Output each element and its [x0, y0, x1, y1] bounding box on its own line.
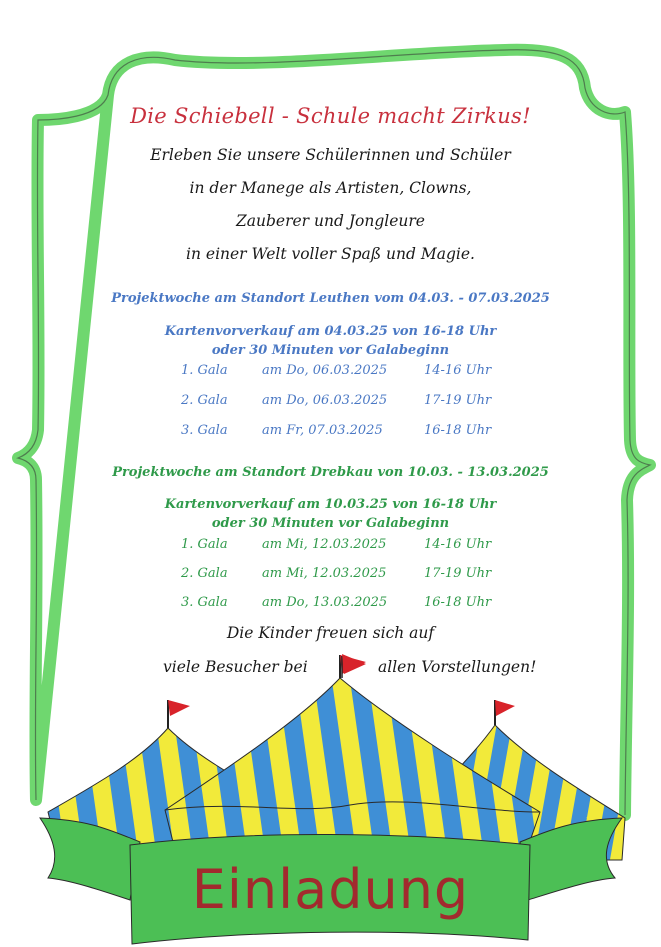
drebkau-gala-row [0, 537, 661, 557]
gala-time: 16-18 Uhr [424, 423, 492, 438]
page-title: Die Schiebell - Schule macht Zirkus! [130, 104, 531, 128]
gala-date: am Mi, 12.03.2025 [262, 537, 387, 552]
gala-date: am Do, 06.03.2025 [262, 393, 388, 408]
gala-name: 1. Gala [181, 537, 228, 552]
closing-line-1: Die Kinder freuen sich auf [226, 624, 435, 642]
leuthen-gala-row [0, 393, 661, 413]
leuthen-sale-line-2: oder 30 Minuten vor Galabeginn [211, 343, 450, 358]
intro-line-1: Erleben Sie unsere Schülerinnen und Schüler [150, 146, 511, 164]
drebkau-heading: Projektwoche am Standort Drebkau von 10.03. - 13.03.2025 [112, 465, 549, 480]
gala-name: 3. Gala [181, 423, 228, 438]
closing-line-2-end: allen Vorstellungen! [378, 658, 537, 676]
leuthen-sale-line-1: Kartenvorverkauf am 04.03.25 von 16-18 Uhr [164, 324, 497, 339]
drebkau-sale-line-2: oder 30 Minuten vor Galabeginn [211, 516, 450, 531]
banner-text: Einladung [191, 858, 470, 921]
leuthen-gala-row [0, 363, 661, 383]
intro-line-3: Zauberer und Jongleure [236, 212, 425, 230]
gala-date: am Do, 06.03.2025 [262, 363, 388, 378]
gala-date: am Do, 13.03.2025 [262, 595, 388, 610]
gala-name: 2. Gala [181, 566, 228, 581]
intro-line-2: in der Manege als Artisten, Clowns, [189, 179, 472, 197]
gala-time: 14-16 Uhr [424, 363, 492, 378]
gala-name: 2. Gala [181, 393, 228, 408]
drebkau-sale-line-1: Kartenvorverkauf am 10.03.25 von 16-18 Uhr [164, 497, 497, 512]
gala-time: 17-19 Uhr [424, 566, 492, 581]
drebkau-gala-row [0, 595, 661, 615]
gala-date: am Mi, 12.03.2025 [262, 566, 387, 581]
drebkau-gala-row [0, 566, 661, 586]
gala-name: 1. Gala [181, 363, 228, 378]
leuthen-gala-row [0, 423, 661, 443]
closing-line-2-start: viele Besucher bei [163, 658, 308, 676]
intro-line-4: in einer Welt voller Spaß und Magie. [186, 245, 475, 263]
gala-time: 16-18 Uhr [424, 595, 492, 610]
gala-date: am Fr, 07.03.2025 [262, 423, 383, 438]
gala-time: 14-16 Uhr [424, 537, 492, 552]
leuthen-heading: Projektwoche am Standort Leuthen vom 04.03. - 07.03.2025 [111, 291, 550, 306]
gala-time: 17-19 Uhr [424, 393, 492, 408]
gala-name: 3. Gala [181, 595, 228, 610]
